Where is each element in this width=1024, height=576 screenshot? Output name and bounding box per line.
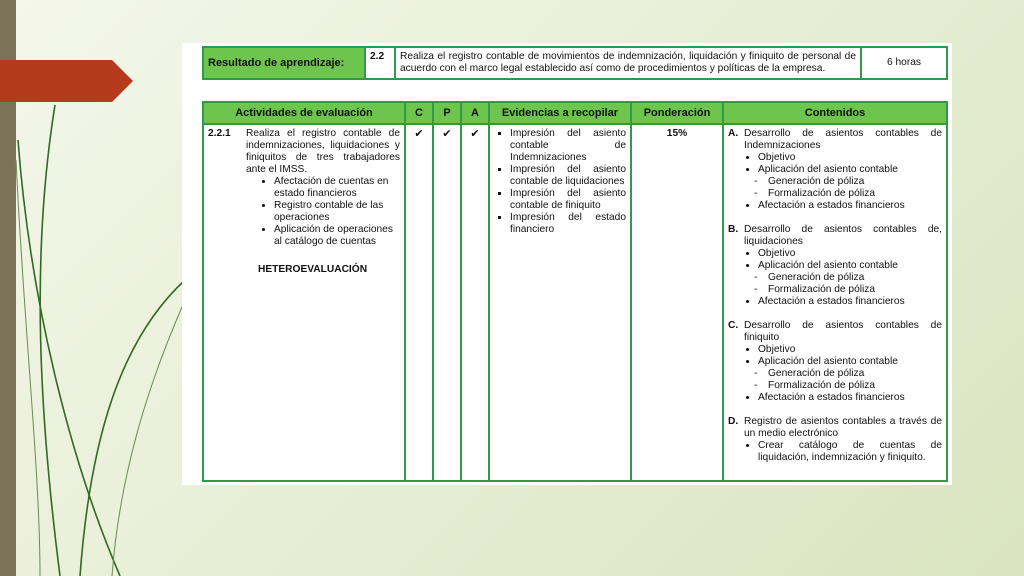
content-item: • Objetivo	[758, 152, 942, 164]
check-c: ✔	[405, 124, 433, 481]
content-item: • Objetivo	[758, 344, 942, 356]
check-p: ✔	[433, 124, 461, 481]
content-subitem: - Generación de póliza	[768, 272, 942, 284]
evidence-item: ▪ Impresión del estado financiero	[510, 212, 626, 236]
activity-text: Realiza el registro contable de indemnizaciones, liquidaciones y finiquitos de tres trabajadores ante el IMSS.	[246, 128, 400, 175]
content-section-d: D. Registro de asientos contables a través de un medio electrónico • Crear catálogo de cuentas de liquidación, indemnización y finiquito.	[728, 416, 942, 464]
evaluation-table	[202, 101, 948, 482]
content-item: • Afectación a estados financieros	[758, 200, 942, 212]
content-item: • Objetivo	[758, 248, 942, 260]
outcome-description: Realiza el registro contable de movimientos de indemnización, liquidación y finiquito de personal de acuerdo con el marco legal establecido así como de procedimientos y políticas de la empresa.	[395, 47, 861, 79]
col-activities: Actividades de evaluación	[203, 102, 405, 124]
col-evidences: Evidencias a recopilar	[489, 102, 631, 124]
col-weight: Ponderación	[631, 102, 723, 124]
outcome-duration: 6 horas	[861, 47, 947, 79]
accent-arrow-tab	[0, 60, 133, 102]
content-item: • Aplicación del asiento contable	[758, 260, 942, 272]
content-subitem: - Formalización de póliza	[768, 188, 942, 200]
content-title: Desarrollo de asientos contables de finiquito	[744, 320, 942, 343]
contents-cell	[723, 124, 947, 481]
evidence-item: ▪ Impresión del asiento contable de finiquito	[510, 188, 626, 212]
content-title: Desarrollo de asientos contables de Indemnizaciones	[744, 128, 942, 151]
content-title: Desarrollo de asientos contables de, liquidaciones	[744, 224, 942, 247]
activity-item: • Afectación de cuentas en estado financieros	[274, 176, 400, 200]
evidence-item: ▪ Impresión del asiento contable de Indemnizaciones	[510, 128, 626, 164]
outcome-label: Resultado de aprendizaje:	[203, 47, 365, 79]
evaluation-type: HETEROEVALUACIÓN	[258, 264, 368, 275]
content-subitem: - Formalización de póliza	[768, 284, 942, 296]
activity-item: • Registro contable de las operaciones	[274, 200, 400, 224]
content-section-c: C. Desarrollo de asientos contables de finiquito • Objetivo • Aplicación del asiento contable - Generación de póliza - Formalización de póliza • Afectación a estados financieros	[728, 320, 942, 404]
activity-cell	[203, 124, 405, 481]
col-a: A	[461, 102, 489, 124]
col-c: C	[405, 102, 433, 124]
activity-item: • Aplicación de operaciones al catálogo de cuentas	[274, 224, 400, 248]
content-item: • Aplicación del asiento contable	[758, 164, 942, 176]
content-subitem: - Formalización de póliza	[768, 380, 942, 392]
content-section-b: B. Desarrollo de asientos contables de, liquidaciones • Objetivo • Aplicación del asiento contable - Generación de póliza - Formalización de póliza • Afectación a estados financieros	[728, 224, 942, 308]
content-item: • Afectación a estados financieros	[758, 296, 942, 308]
col-p: P	[433, 102, 461, 124]
content-section-a: A. Desarrollo de asientos contables de Indemnizaciones • Objetivo • Aplicación del asiento contable - Generación de póliza - Formalización de póliza • Afectación a estados financieros	[728, 128, 942, 212]
content-item: • Afectación a estados financieros	[758, 392, 942, 404]
col-contents: Contenidos	[723, 102, 947, 124]
activity-code: 2.2.1	[208, 128, 231, 139]
content-item: • Aplicación del asiento contable	[758, 356, 942, 368]
check-a: ✔	[461, 124, 489, 481]
weight-value: 15%	[631, 124, 723, 481]
outcome-code: 2.2	[365, 47, 395, 79]
content-title: Registro de asientos contables a través de un medio electrónico	[744, 416, 942, 439]
content-subitem: - Generación de póliza	[768, 176, 942, 188]
content-subitem: - Generación de póliza	[768, 368, 942, 380]
content-item: • Crear catálogo de cuentas de liquidación, indemnización y finiquito.	[758, 440, 942, 464]
evidences-cell	[489, 124, 631, 481]
learning-outcome-table	[202, 46, 948, 80]
evidence-item: ▪ Impresión del asiento contable de liquidaciones	[510, 164, 626, 188]
